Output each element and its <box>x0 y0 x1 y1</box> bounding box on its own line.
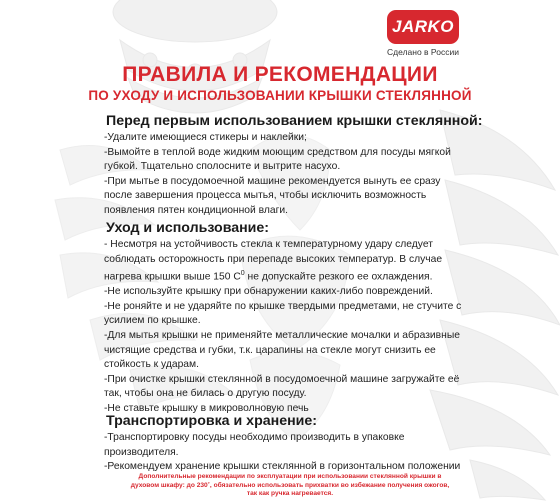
text-line: -Не используйте крышку при обнаружении каких-либо повреждений. <box>104 286 433 298</box>
section-heading-care-and-use: Уход и использование: <box>106 220 270 236</box>
made-in-russia-label: Сделано в России <box>387 47 459 57</box>
section-body-care-and-use <box>104 238 484 417</box>
degree-superscript: 0 <box>240 270 245 278</box>
page-title: ПРАВИЛА И РЕКОМЕНДАЦИИ <box>122 63 438 86</box>
temperature-text-tail: не допускайте резкого ее охлаждения. <box>244 271 433 283</box>
text-line: -Для мытья крышки не применяйте металлические мочалки и абразивные <box>104 329 460 341</box>
brand-block <box>378 10 468 57</box>
brand-logo-text: JARKO <box>391 17 454 36</box>
footnote-oven-use <box>104 473 476 499</box>
section-heading-transport-and-storage: Транспортировка и хранение: <box>106 413 317 429</box>
text-line: производителя. <box>104 446 179 458</box>
footnote-line: духовом шкафу: до 230˚, обязательно использовать прихватки во избежание получения ожогов, <box>130 481 450 489</box>
section-body-transport-and-storage <box>104 431 484 475</box>
text-line: - Несмотря на устойчивость стекла к температурному удару следует <box>104 239 433 250</box>
text-line: -Транспортировку посуды необходимо производить в упаковке <box>104 432 405 443</box>
text-line: -Удалите имеющиеся стикеры и наклейки; <box>104 132 307 143</box>
text-line: -Не ставьте крышку в микроволновую печь <box>104 402 309 414</box>
text-line: появления пятен кондиционной влаги. <box>104 204 288 216</box>
text-line: усилием по крышке. <box>104 315 201 327</box>
footnote-line: Дополнительные рекомендации по эксплуатации при использовании стеклянной крышки в <box>138 473 442 480</box>
text-line: -При очистке крышки стеклянной в посудомоечной машине загружайте её <box>104 373 460 385</box>
text-line: губкой. Тщательно сполосните и вытрите насухо. <box>104 161 341 173</box>
text-line: стойкость к ударам. <box>104 359 199 371</box>
text-line: -При мытье в посудомоечной машине рекомендуется вынуть ее сразу <box>104 175 441 187</box>
brand-logo <box>387 10 459 44</box>
text-line: соблюдать осторожность при перепаде высоких температур. В случае <box>104 253 443 265</box>
text-line: -Вымойте в теплой воде жидким моющим средством для посуды мягкой <box>104 146 451 158</box>
section-body-before-first-use <box>104 131 484 219</box>
text-line: -Не роняйте и не ударяйте по крышке твердыми предметами, не стучите с <box>104 300 462 312</box>
text-line: чистящие средства и губки, т.к. царапины на стекле могут снизить ее <box>104 344 436 356</box>
section-heading-before-first-use: Перед первым использованием крышки стеклянной: <box>106 113 483 129</box>
text-line: после завершения процесса мытья, чтобы исключить возможность <box>104 190 427 202</box>
text-line: так, чтобы она не билась о другую посуду. <box>104 388 307 400</box>
text-line: -Рекомендуем хранение крышки стеклянной в горизонтальном положении <box>104 461 461 473</box>
page-subtitle: ПО УХОДУ И ИСПОЛЬЗОВАНИИ КРЫШКИ СТЕКЛЯННОЙ <box>88 88 472 103</box>
footnote-line: так как ручка нагревается. <box>246 490 334 498</box>
text-line-temperature <box>104 267 484 285</box>
temperature-text: нагрева крышки выше 150 С <box>104 271 241 283</box>
